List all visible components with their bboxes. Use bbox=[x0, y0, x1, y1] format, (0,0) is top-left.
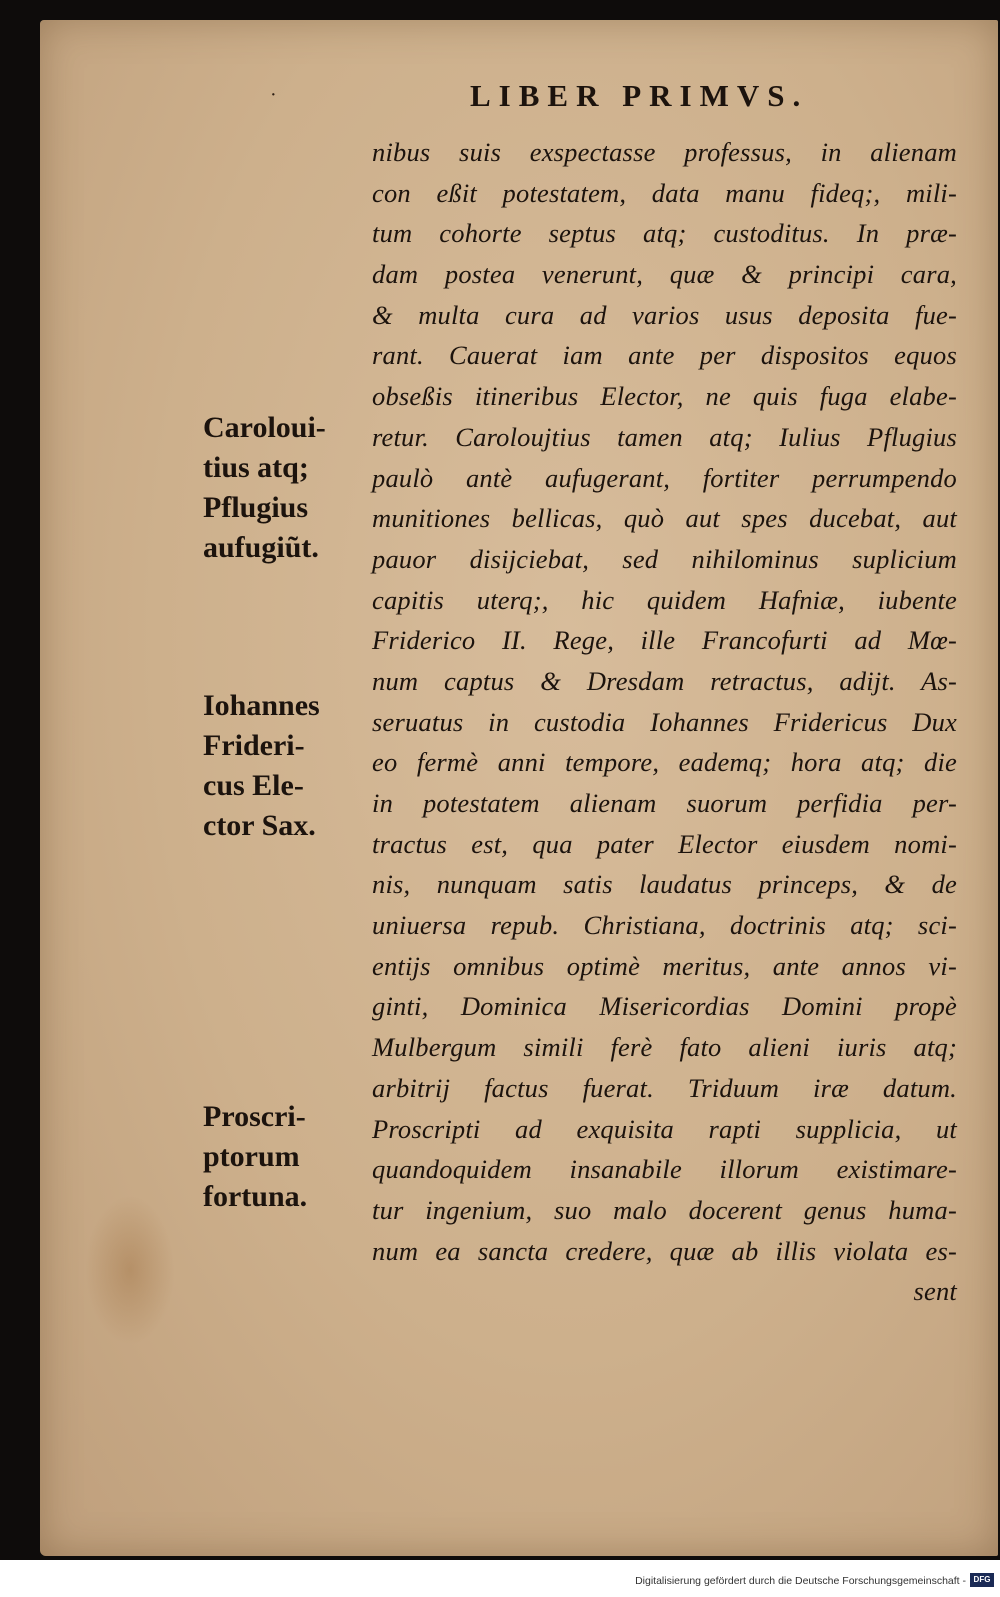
text-line: capitis uterq;, hic quidem Hafniæ, iubente bbox=[372, 584, 957, 615]
margin-note-line: Proscri- bbox=[203, 1100, 306, 1133]
margin-note-line: Frideri- bbox=[203, 729, 305, 762]
margin-note-line: aufugiũt. bbox=[203, 531, 319, 564]
text-line: entijs omnibus optimè meritus, ante annos vi- bbox=[372, 950, 957, 981]
text-line: num ea sancta credere, quæ ab illis violata es- bbox=[372, 1235, 957, 1266]
text-line: nis, nunquam satis laudatus princeps, & de bbox=[372, 869, 957, 900]
text-line: num captus & Dresdam retractus, adijt. As- bbox=[372, 665, 957, 696]
text-line: Friderico II. Rege, ille Francofurti ad Mœ- bbox=[372, 625, 957, 656]
catchword: sent bbox=[913, 1276, 957, 1307]
text-line: eo fermè anni tempore, eademq; hora atq; die bbox=[372, 747, 957, 778]
margin-note-line: fortuna. bbox=[203, 1180, 308, 1213]
margin-mark: · bbox=[270, 84, 277, 106]
text-line: quandoquidem insanabile illorum existimare- bbox=[372, 1154, 957, 1185]
text-line: ginti, Dominica Misericordias Domini propè bbox=[372, 991, 957, 1022]
text-line: seruatus in custodia Iohannes Fridericus Dux bbox=[372, 706, 957, 737]
text-line: & multa cura ad varios usus deposita fue- bbox=[372, 299, 957, 330]
text-line: uniuersa repub. Christiana, doctrinis atq; sci- bbox=[372, 910, 957, 941]
margin-note-johannes-fridericus bbox=[203, 686, 373, 846]
margin-note-line: ptorum bbox=[203, 1140, 300, 1173]
text-line: retur. Caroloujtius tamen atq; Iulius Pflugius bbox=[372, 421, 957, 452]
text-line: tur ingenium, suo malo docerent genus huma- bbox=[372, 1194, 957, 1225]
text-line: tum cohorte septus atq; custoditus. In præ- bbox=[372, 218, 957, 249]
margin-note-line: Iohannes bbox=[203, 689, 320, 722]
text-line: rant. Cauerat iam ante per dispositos equos bbox=[372, 340, 957, 371]
main-text-block bbox=[372, 132, 957, 1312]
text-line: paulò antè aufugerant, fortiter perrumpendo bbox=[372, 462, 957, 493]
text-line: Proscripti ad exquisita rapti supplicia, ut bbox=[372, 1113, 957, 1144]
margin-note-line: cus Ele- bbox=[203, 769, 304, 802]
margin-note-line: Pflugius bbox=[203, 491, 309, 524]
margin-note-proscriptorum bbox=[203, 1097, 373, 1217]
dfg-logo: DFG bbox=[970, 1573, 994, 1587]
text-line: obseßis itineribus Elector, ne quis fuga elabe- bbox=[372, 381, 957, 412]
text-line: pauor disijciebat, sed nihilominus suplicium bbox=[372, 543, 957, 574]
text-line: in potestatem alienam suorum perfidia per- bbox=[372, 788, 957, 818]
margin-note-line: ctor Sax. bbox=[203, 809, 316, 842]
margin-note-carolouitius bbox=[203, 408, 373, 568]
digitization-credit: Digitalisierung gefördert durch die Deutsche Forschungsgemeinschaft - bbox=[635, 1575, 966, 1587]
paper-stain bbox=[85, 1195, 175, 1345]
text-line: con eßit potestatem, data manu fideq;, mili- bbox=[372, 177, 957, 208]
margin-note-line: tius atq; bbox=[203, 451, 309, 484]
text-line: dam postea venerunt, quæ & principi cara, bbox=[372, 259, 957, 290]
text-line: munitiones bellicas, quò aut spes ducebat, aut bbox=[372, 503, 957, 534]
running-head: LIBER PRIMVS. bbox=[470, 78, 809, 113]
text-line: nibus suis exspectasse professus, in alienam bbox=[372, 137, 957, 167]
text-line: tractus est, qua pater Elector eiusdem nomi- bbox=[372, 828, 957, 859]
margin-note-line: Caroloui- bbox=[203, 411, 326, 444]
text-line: arbitrij factus fuerat. Triduum iræ datum. bbox=[372, 1072, 957, 1103]
text-line: Mulbergum simili ferè fato alieni iuris atq; bbox=[372, 1032, 957, 1063]
